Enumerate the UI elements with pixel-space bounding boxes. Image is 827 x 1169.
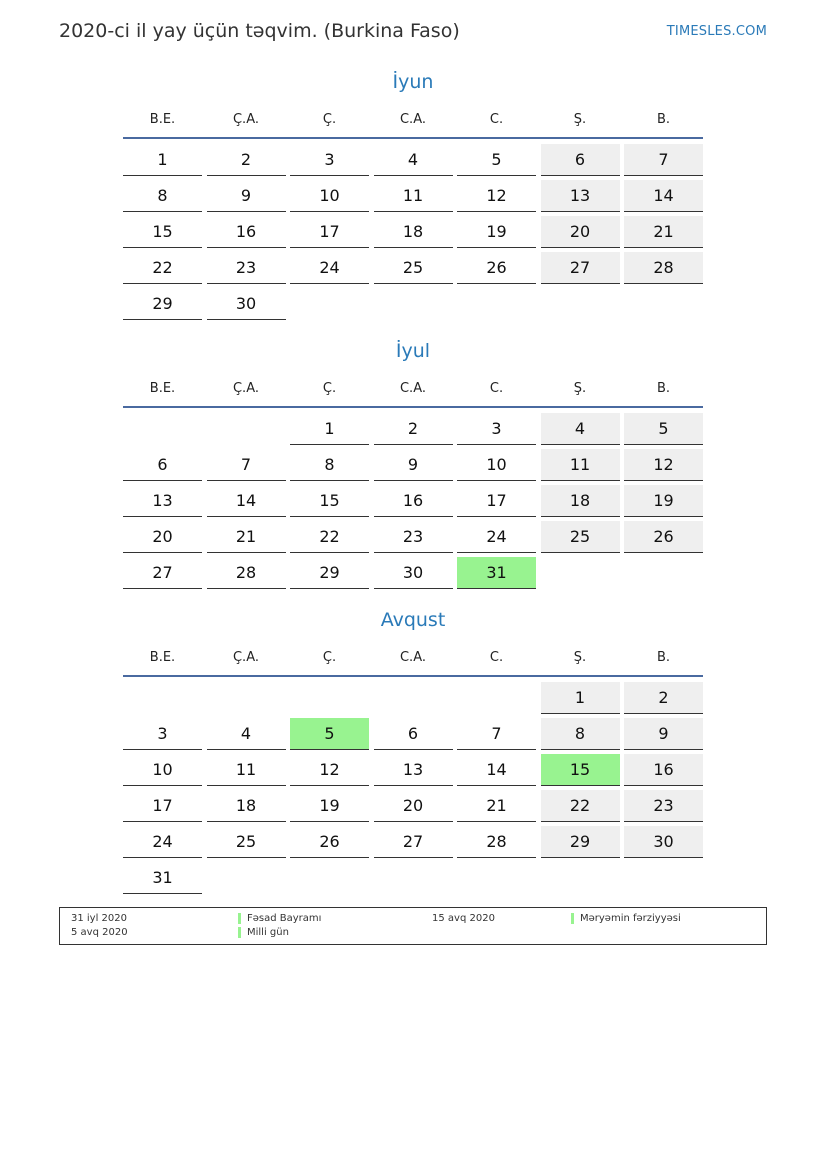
weekend-day-cell: 1 — [541, 682, 620, 714]
day-cell: 23 — [374, 521, 453, 553]
month-title: İyun — [392, 71, 434, 93]
weekday-label: Ç.A. — [232, 649, 259, 665]
day-cell: 31 — [123, 862, 202, 894]
day-cell: 4 — [207, 718, 286, 750]
day-cell: 14 — [457, 754, 536, 786]
empty-cell — [207, 413, 286, 444]
holiday-legend — [59, 907, 767, 945]
weekday-label: B. — [656, 111, 671, 127]
day-cell: 8 — [123, 180, 202, 212]
weekday-label: C.A. — [399, 649, 426, 665]
day-cell: 17 — [457, 485, 536, 517]
month-july — [123, 338, 703, 592]
day-cell: 1 — [290, 413, 369, 445]
day-cell: 9 — [207, 180, 286, 212]
empty-cell — [207, 682, 286, 713]
day-cell: 20 — [123, 521, 202, 553]
weekend-day-cell: 19 — [624, 485, 703, 517]
day-cell: 1 — [123, 144, 202, 176]
weekend-day-cell: 28 — [624, 252, 703, 284]
day-cell: 28 — [207, 557, 286, 589]
legend-date: 31 iyl 2020 — [71, 913, 128, 924]
weekend-day-cell: 21 — [624, 216, 703, 248]
month-title: Avqust — [380, 609, 446, 631]
holiday-day-cell: 31 — [457, 557, 536, 589]
legend-holiday-name: Fəsad Bayramı — [238, 913, 321, 924]
day-cell: 12 — [290, 754, 369, 786]
day-cell: 6 — [374, 718, 453, 750]
day-cell: 19 — [290, 790, 369, 822]
day-cell: 3 — [290, 144, 369, 176]
weekend-day-cell: 4 — [541, 413, 620, 445]
day-cell: 16 — [374, 485, 453, 517]
day-cell: 6 — [123, 449, 202, 481]
weekday-label: Ç. — [322, 111, 337, 127]
empty-cell — [374, 682, 453, 713]
weekend-day-cell: 27 — [541, 252, 620, 284]
day-cell: 13 — [374, 754, 453, 786]
day-cell: 21 — [457, 790, 536, 822]
day-cell: 3 — [123, 718, 202, 750]
weekend-day-cell: 23 — [624, 790, 703, 822]
weekend-day-cell: 8 — [541, 718, 620, 750]
day-cell: 21 — [207, 521, 286, 553]
weekend-day-cell: 16 — [624, 754, 703, 786]
weekend-day-cell: 22 — [541, 790, 620, 822]
day-cell: 7 — [457, 718, 536, 750]
day-grid — [123, 412, 703, 592]
day-cell: 7 — [207, 449, 286, 481]
holiday-day-cell: 15 — [541, 754, 620, 786]
day-cell: 25 — [374, 252, 453, 284]
day-cell: 20 — [374, 790, 453, 822]
weekday-label: C. — [489, 649, 504, 665]
day-cell: 26 — [457, 252, 536, 284]
day-cell: 17 — [123, 790, 202, 822]
weekend-day-cell: 7 — [624, 144, 703, 176]
legend-holiday-name: Məryəmin fərziyyəsi — [571, 913, 681, 924]
day-cell: 2 — [374, 413, 453, 445]
day-cell: 5 — [457, 144, 536, 176]
day-cell: 15 — [123, 216, 202, 248]
weekday-label: B.E. — [149, 111, 176, 127]
weekend-day-cell: 20 — [541, 216, 620, 248]
weekday-label: C. — [489, 380, 504, 396]
day-cell: 29 — [123, 288, 202, 320]
weekday-label: C. — [489, 111, 504, 127]
day-cell: 30 — [207, 288, 286, 320]
weekday-label: B.E. — [149, 649, 176, 665]
weekday-header — [123, 370, 703, 408]
day-cell: 10 — [457, 449, 536, 481]
weekend-day-cell: 26 — [624, 521, 703, 553]
page-title: 2020-ci il yay üçün təqvim. (Burkina Faso) — [59, 20, 460, 42]
day-cell: 9 — [374, 449, 453, 481]
weekend-day-cell: 9 — [624, 718, 703, 750]
brand-link[interactable]: TIMESLES.COM — [666, 24, 767, 39]
day-cell: 22 — [290, 521, 369, 553]
day-cell: 24 — [290, 252, 369, 284]
day-cell: 10 — [123, 754, 202, 786]
day-cell: 25 — [207, 826, 286, 858]
empty-cell — [290, 682, 369, 713]
weekday-label: C.A. — [399, 111, 426, 127]
weekday-label: Ş. — [573, 111, 587, 127]
weekday-label: Ş. — [573, 649, 587, 665]
weekend-day-cell: 29 — [541, 826, 620, 858]
weekday-label: Ç. — [322, 380, 337, 396]
weekday-label: Ç.A. — [232, 380, 259, 396]
day-cell: 13 — [123, 485, 202, 517]
month-june — [123, 69, 703, 323]
day-cell: 4 — [374, 144, 453, 176]
day-cell: 22 — [123, 252, 202, 284]
weekend-day-cell: 18 — [541, 485, 620, 517]
weekend-day-cell: 13 — [541, 180, 620, 212]
day-cell: 10 — [290, 180, 369, 212]
month-august — [123, 607, 703, 897]
day-cell: 28 — [457, 826, 536, 858]
legend-date: 15 avq 2020 — [432, 913, 495, 924]
weekday-label: Ş. — [573, 380, 587, 396]
day-cell: 27 — [123, 557, 202, 589]
weekend-day-cell: 14 — [624, 180, 703, 212]
weekday-label: B.E. — [149, 380, 176, 396]
month-title: İyul — [395, 340, 431, 362]
weekend-day-cell: 5 — [624, 413, 703, 445]
weekday-label: B. — [656, 649, 671, 665]
day-cell: 11 — [374, 180, 453, 212]
day-cell: 16 — [207, 216, 286, 248]
weekday-header — [123, 101, 703, 139]
day-cell: 19 — [457, 216, 536, 248]
weekend-day-cell: 11 — [541, 449, 620, 481]
empty-cell — [123, 413, 202, 444]
day-cell: 27 — [374, 826, 453, 858]
day-cell: 14 — [207, 485, 286, 517]
holiday-day-cell: 5 — [290, 718, 369, 750]
day-cell: 17 — [290, 216, 369, 248]
weekday-label: Ç.A. — [232, 111, 259, 127]
day-cell: 29 — [290, 557, 369, 589]
weekday-label: C.A. — [399, 380, 426, 396]
day-cell: 11 — [207, 754, 286, 786]
weekday-label: B. — [656, 380, 671, 396]
day-grid — [123, 681, 703, 897]
day-cell: 24 — [457, 521, 536, 553]
day-cell: 18 — [207, 790, 286, 822]
weekday-header — [123, 639, 703, 677]
day-cell: 15 — [290, 485, 369, 517]
weekday-label: Ç. — [322, 649, 337, 665]
legend-holiday-name: Milli gün — [238, 927, 289, 938]
day-cell: 3 — [457, 413, 536, 445]
day-cell: 24 — [123, 826, 202, 858]
day-cell: 12 — [457, 180, 536, 212]
empty-cell — [457, 682, 536, 713]
day-cell: 2 — [207, 144, 286, 176]
weekend-day-cell: 2 — [624, 682, 703, 714]
day-cell: 30 — [374, 557, 453, 589]
day-cell: 18 — [374, 216, 453, 248]
day-cell: 23 — [207, 252, 286, 284]
day-cell: 26 — [290, 826, 369, 858]
weekend-day-cell: 25 — [541, 521, 620, 553]
weekend-day-cell: 12 — [624, 449, 703, 481]
empty-cell — [123, 682, 202, 713]
weekend-day-cell: 6 — [541, 144, 620, 176]
weekend-day-cell: 30 — [624, 826, 703, 858]
day-cell: 8 — [290, 449, 369, 481]
day-grid — [123, 143, 703, 323]
legend-date: 5 avq 2020 — [71, 927, 128, 938]
